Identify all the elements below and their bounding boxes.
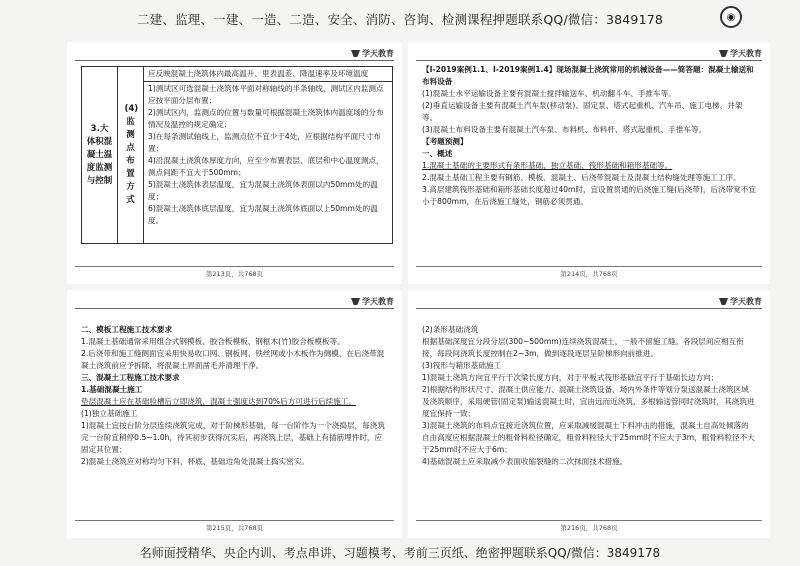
page-number: 第214页，共768页 — [560, 270, 618, 278]
subsection-heading: (1)独立基础施工 — [81, 409, 138, 418]
logo-icon — [351, 298, 360, 305]
category-label: 3.大体积混凝土温度监测与控制 — [86, 123, 113, 186]
table-category-cell — [82, 67, 118, 243]
paragraph: 5)混凝土浇筑体表层温度，宜为混凝土浇筑体表面以内50mm处的温度； — [148, 180, 378, 201]
top-banner: 二建、监理、一建、一造、二造、安全、消防、咨询、检测课程押题联系QQ/微信：3849178 — [136, 12, 664, 27]
paragraph: (2)垂直运输设备主要有混凝土汽车泵(移动泵)、固定泵、塔式起重机、汽车吊、施工电梯、井架等。 — [422, 101, 743, 122]
paragraph: 根据基础深度宜分段分层(300~500mm)连续浇筑混凝土，一般不留施工缝。各段层间应相互衔接，每段间浇筑长度控制在2~3m，做到逐段逐层呈阶梯形向前推进。 — [422, 337, 744, 358]
paragraph: 4)基础混凝土应采取减少表面收缩裂缝的二次抹面技术措施。 — [422, 457, 628, 466]
page-body — [422, 324, 756, 468]
brand-logo: 学天教育 — [351, 296, 394, 307]
logo-icon — [351, 50, 360, 57]
page-number: 第215页，共768页 — [205, 524, 264, 532]
header-rule — [75, 308, 394, 309]
logo-icon — [719, 298, 728, 305]
paragraph: (1)混凝土水平运输设备主要有混凝土搅拌输送车、机动翻斗车、手推车等。 — [422, 89, 676, 98]
paragraph: 2.混凝土基础工程主要有钢筋、模板、混凝土、后浇带混凝土及混凝土结构缝处理等施工工序。 — [422, 173, 741, 182]
table-content-cell — [144, 67, 392, 243]
paragraph: (3)混凝土布料设备主要有混凝土汽车泵、布料机、布料杆、塔式起重机、手推车等。 — [422, 125, 707, 134]
footer-rule — [416, 266, 762, 267]
page-body — [422, 64, 756, 208]
seal-icon: ◉ — [720, 6, 742, 28]
header-rule — [416, 60, 762, 61]
paragraph: 3)混凝土浇筑的布料点宜接近浇筑位置，应采取减缓混凝土下料冲击的措施，混凝土自高处倾落的自由高度应根据混凝土的粗骨料粒径确定，粗骨料粒径大于25mm时不应大于3m，粗骨料粒径不大于25mm时不应大于6m； — [422, 421, 755, 454]
paragraph: 2.后浇带和施工缝侧面宜采用快易收口网、钢板网、铁丝网或小木板作为侧模，在后浇带混凝土浇筑前应予拆除，将混凝土界面凿毛并清理干净。 — [81, 349, 385, 370]
section-heading: 【考题预测】 — [422, 137, 468, 146]
paragraph: 1)混凝土宜按台阶分层连续浇筑完成，对于阶梯形基础，每一台阶作为一个浇捣层，每浇筑完一台阶宜稍停0.5~1.0h，待其初步获得沉实后，再浇筑上层，基础上有插筋埋件时，应固定其位置； — [81, 421, 385, 454]
brand-logo: 学天教育 — [719, 296, 762, 307]
paragraph: 4)沿混凝土浇筑体厚度方向，应至少布置表层、底层和中心温度测点，测点间距不宜大于500mm； — [148, 156, 384, 177]
subsection-heading: 一、概述 — [422, 149, 453, 158]
paragraph: 2)根据结构形状尺寸、混凝土供应能力、混凝土浇筑设备、场内外条件等划分泵送混凝土浇筑区域及浇筑顺序，采用硬管(固定泵)输送混凝土时，宜由远而近浇筑，多根输送管同时浇筑时，其浇筑进度宜保持一致； — [422, 385, 755, 418]
paragraph: 1)测试区可选混凝土浇筑体平面对称轴线的半条轴线，测试区内监测点应按平面分层布置； — [148, 84, 384, 105]
document-page-216 — [408, 290, 770, 538]
paragraph: 垫层混凝土应在基础验槽后立即浇筑，混凝土强度达到70%后方可进行后续施工。 — [81, 397, 357, 406]
page-number: 第213页，共768页 — [205, 270, 264, 278]
paragraph: 应反映混凝土浇筑体内最高温升、里表温差、降温速率及环境温度 — [144, 68, 392, 82]
paragraph: 6)混凝土浇筑体底层温度，宜为混凝土浇筑体底面以上50mm处的温度。 — [148, 204, 378, 225]
table-subcategory-cell — [118, 67, 144, 243]
document-page-215 — [67, 290, 402, 538]
brand-logo: 学天教育 — [719, 48, 762, 59]
paragraph: 3.高层建筑筏形基础和箱形基础长度超过40m时，宜设置贯通的后浇施工缝(后浇带)，后浇带宽不宜小于800mm，在后浇施工缝处，钢筋必须贯通。 — [422, 185, 756, 206]
bottom-banner: 名师面授精华、央企内训、考点串讲、习题模考、考前三页纸、绝密押题联系QQ/微信：3849178 — [139, 546, 661, 560]
logo-icon — [719, 50, 728, 57]
section-heading: 三、混凝土工程施工技术要求 — [81, 373, 180, 382]
paragraph: 1)混凝土浇筑方向宜平行于次梁长度方向，对于平板式筏形基础宜平行于基础长边方向； — [422, 373, 719, 382]
subsection-heading: (3)筏形与箱形基础施工 — [422, 361, 502, 370]
document-page-213 — [67, 42, 402, 284]
paragraph: 2)测试区内，监测点的位置与数量可根据混凝土浇筑体内温度场的分布情况及温控的规定确定； — [148, 108, 384, 129]
paragraph: 3)在每条测试轴线上，监测点位不宜少于4处，应根据结构平面尺寸布置； — [148, 132, 381, 153]
subsection-heading: (2)条形基础浇筑 — [422, 325, 479, 334]
header-rule — [75, 60, 394, 61]
paragraph: 2)混凝土浇筑应对称均匀下料，杯底、基础边角处混凝土捣实密实。 — [81, 457, 310, 466]
document-page-214 — [408, 42, 770, 284]
section-heading: 【I-2019案例1.1、I-2019案例1.4】现场混凝土浇筑常用的机械设备——简答题：混凝土输送和布料设备 — [422, 65, 754, 86]
section-heading: 二、模板工程施工技术要求 — [81, 325, 173, 334]
subsection-heading: 1.基础混凝土施工 — [81, 385, 143, 394]
page-number: 第216页，共768页 — [560, 524, 618, 532]
paragraph: 1.混凝土基础的主要形式有条形基础、独立基础、筏形基础和箱形基础等。 — [422, 161, 673, 170]
footer-rule — [75, 266, 394, 267]
paragraph: 1.混凝土基础通常采用组合式钢模板、胶合板模板、钢框木(竹)胶合板模板等。 — [81, 337, 345, 346]
subcategory-label: (4)监测点布置方式 — [124, 104, 139, 205]
footer-rule — [75, 520, 394, 521]
brand-logo: 学天教育 — [351, 48, 394, 59]
content-table — [81, 66, 393, 244]
header-rule — [416, 308, 762, 309]
page-body — [81, 324, 388, 468]
footer-rule — [416, 520, 762, 521]
